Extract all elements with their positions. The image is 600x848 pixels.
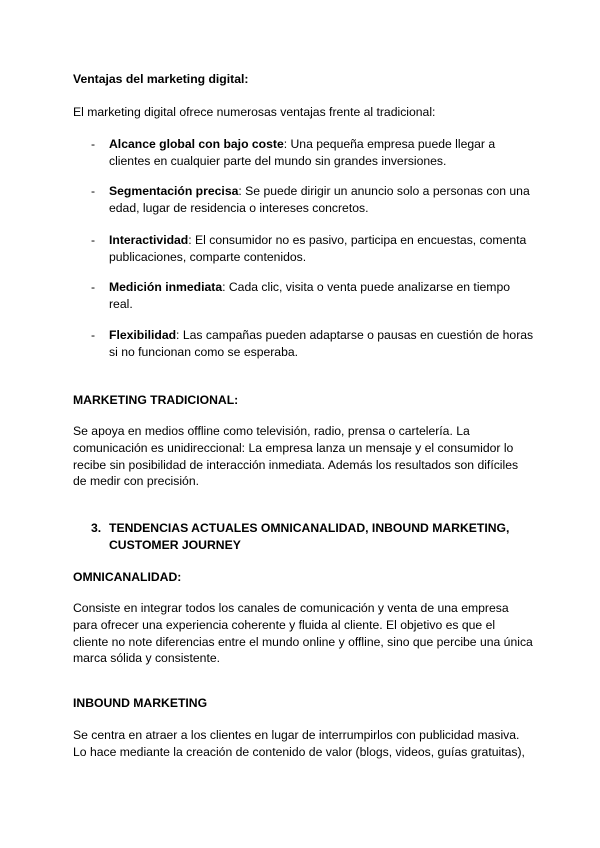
bullet-term: Segmentación precisa bbox=[109, 184, 239, 198]
bullet-dash: - bbox=[91, 233, 96, 247]
inbound-heading: INBOUND MARKETING bbox=[73, 696, 208, 710]
bullet-text bbox=[109, 327, 534, 361]
section-number: 3. bbox=[91, 521, 102, 535]
bullet-desc: : Una pequeña empresa puede llegar a clientes en cualquier parte del mundo sin grandes inversiones. bbox=[109, 137, 496, 168]
section-title-text: TENDENCIAS ACTUALES OMNICANALIDAD, INBOUND MARKETING, CUSTOMER JOURNEY bbox=[109, 521, 510, 552]
omni-heading: OMNICANALIDAD: bbox=[73, 570, 182, 584]
bullet-dash: - bbox=[91, 280, 96, 294]
bullet-term: Alcance global con bajo coste bbox=[109, 137, 284, 151]
advantages-heading: Ventajas del marketing digital: bbox=[73, 72, 249, 86]
bullet-dash: - bbox=[91, 328, 96, 342]
bullet-desc: : Las campañas pueden adaptarse o pausas en cuestión de horas si no funcionan como se esperaba. bbox=[109, 328, 534, 359]
traditional-heading: MARKETING TRADICIONAL: bbox=[73, 393, 239, 407]
advantages-intro: El marketing digital ofrece numerosas ventajas frente al tradicional: bbox=[73, 105, 436, 119]
bullet-desc: : Se puede dirigir un anuncio solo a personas con una edad, lugar de residencia o intereses concretos. bbox=[109, 184, 530, 215]
bullet-dash: - bbox=[91, 137, 96, 151]
inbound-body: Se centra en atraer a los clientes en lugar de interrumpirlos con publicidad masiva. Lo hace mediante la creación de contenido de valor (blogs, videos, guías gratuitas), bbox=[73, 728, 525, 759]
bullet-text bbox=[109, 279, 534, 313]
bullet-desc: : El consumidor no es pasivo, participa en encuestas, comenta publicaciones, comparte contenidos. bbox=[109, 233, 527, 264]
bullet-term: Flexibilidad bbox=[109, 328, 177, 342]
bullet-desc: : Cada clic, visita o venta puede analizarse en tiempo real. bbox=[109, 280, 511, 311]
bullet-dash: - bbox=[91, 184, 96, 198]
traditional-body: Se apoya en medios offline como televisión, radio, prensa o cartelería. La comunicación es unidireccional: La empresa lanza un mensaje y el consumidor lo recibe sin posibilidad de interacción inmediata. Además los resultados son difíciles de medir con precisión. bbox=[73, 424, 519, 489]
omni-body: Consiste en integrar todos los canales de comunicación y venta de una empresa para ofrecer una experiencia coherente y fluida al cliente. El objetivo es que el cliente no note diferencias entre el mundo online y offline, sino que percibe una única marca sólida y consistente. bbox=[73, 601, 533, 666]
bullet-term: Medición inmediata bbox=[109, 280, 223, 294]
bullet-text bbox=[109, 232, 534, 266]
bullet-text bbox=[109, 183, 534, 217]
bullet-text bbox=[109, 136, 534, 170]
bullet-term: Interactividad bbox=[109, 233, 189, 247]
